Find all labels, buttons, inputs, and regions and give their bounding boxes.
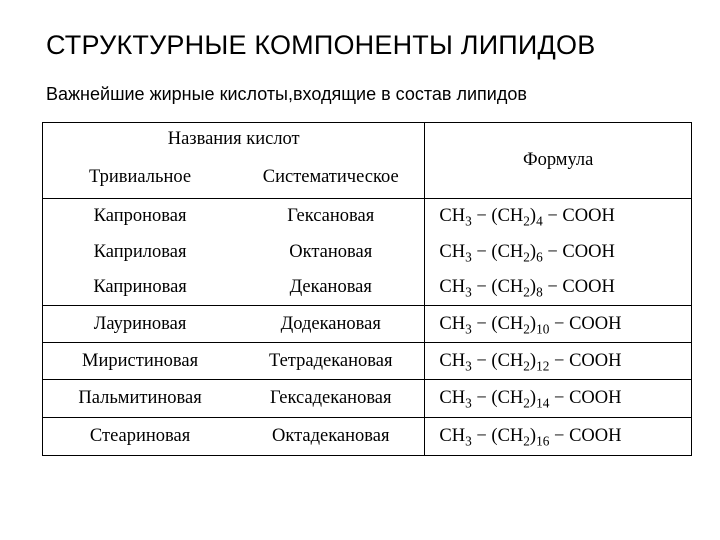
formula-part: − COOH [549, 350, 622, 371]
formula-part: − COOH [542, 206, 615, 227]
table-row [43, 306, 692, 343]
cell-trivial-name: Стеариновая [43, 418, 238, 456]
cell-trivial-name: Каприновая [43, 270, 238, 306]
formula-part: 3 [465, 249, 472, 265]
formula-part: 2 [523, 433, 530, 449]
formula-part: ) [529, 206, 537, 227]
formula-part: 6 [536, 249, 543, 265]
header-systematic: Систематическое [237, 157, 425, 199]
formula-part: − (CH [471, 276, 524, 297]
formula-part: 2 [523, 284, 530, 300]
formula-part: − (CH [471, 388, 524, 408]
formula-part: 3 [465, 395, 472, 411]
fatty-acids-table [42, 122, 692, 456]
cell-systematic-name: Декановая [237, 270, 425, 306]
formula-part: CH [439, 350, 466, 371]
formula-part: − COOH [542, 241, 615, 262]
cell-trivial-name: Пальмитиновая [43, 380, 238, 418]
formula-part: 4 [536, 213, 543, 229]
formula-part: ) [529, 241, 537, 262]
cell-systematic-name: Гексановая [237, 199, 425, 235]
cell-systematic-name: Тетрадекановая [237, 343, 425, 380]
header-trivial: Тривиальное [43, 157, 238, 199]
cell-formula [425, 418, 692, 456]
formula-part: 3 [465, 358, 472, 374]
table-row [43, 199, 692, 235]
formula-part: − COOH [549, 313, 622, 334]
table-row [43, 270, 692, 306]
formula-part: ) [529, 276, 537, 297]
formula-part: CH [439, 276, 466, 297]
cell-trivial-name: Каприловая [43, 235, 238, 270]
cell-formula [425, 270, 692, 306]
formula-part: 2 [523, 321, 530, 337]
page-subtitle: Важнейшие жирные кислоты,входящие в состав липидов [46, 84, 527, 104]
cell-systematic-name: Октадекановая [237, 418, 425, 456]
formula-part: ) [529, 388, 537, 408]
formula-part: 10 [536, 321, 550, 337]
cell-trivial-name: Миристиновая [43, 343, 238, 380]
cell-systematic-name: Гексадекановая [237, 380, 425, 418]
formula-part: 2 [523, 395, 530, 411]
cell-formula [425, 306, 692, 343]
cell-trivial-name: Капроновая [43, 199, 238, 235]
formula-part: CH [439, 388, 466, 408]
formula-part: CH [439, 206, 466, 227]
formula-part: − COOH [549, 426, 622, 446]
cell-formula [425, 343, 692, 380]
formula-part: − (CH [471, 206, 524, 227]
cell-trivial-name: Лауриновая [43, 306, 238, 343]
formula-part: 2 [523, 358, 530, 374]
table-row [43, 380, 692, 418]
formula-part: − (CH [471, 350, 524, 371]
formula-part: 3 [465, 213, 472, 229]
formula-part: 14 [536, 395, 550, 411]
cell-formula [425, 199, 692, 235]
formula-part: − (CH [471, 426, 524, 446]
formula-part: 3 [465, 284, 472, 300]
cell-systematic-name: Додекановая [237, 306, 425, 343]
formula-part: CH [439, 241, 466, 262]
formula-part: ) [529, 426, 537, 446]
formula-part: 16 [536, 433, 550, 449]
formula-part: 3 [465, 321, 472, 337]
formula-part: − COOH [542, 276, 615, 297]
formula-part: CH [439, 426, 466, 446]
header-acid-names: Названия кислот [43, 123, 425, 157]
formula-part: − (CH [471, 241, 524, 262]
table-row [43, 235, 692, 270]
formula-part: CH [439, 313, 466, 334]
table-row [43, 418, 692, 456]
formula-part: 2 [523, 213, 530, 229]
table-row [43, 343, 692, 380]
formula-part: 12 [536, 358, 550, 374]
formula-part: 8 [536, 284, 543, 300]
formula-part: 3 [465, 433, 472, 449]
header-formula: Формула [425, 123, 692, 199]
formula-part: − (CH [471, 313, 524, 334]
formula-part: ) [529, 350, 537, 371]
page-title: СТРУКТУРНЫЕ КОМПОНЕНТЫ ЛИПИДОВ [46, 30, 596, 60]
formula-part: 2 [523, 249, 530, 265]
cell-systematic-name: Октановая [237, 235, 425, 270]
formula-part: − COOH [549, 388, 622, 408]
formula-part: ) [529, 313, 537, 334]
cell-formula [425, 380, 692, 418]
table-body [43, 199, 692, 456]
cell-formula [425, 235, 692, 270]
